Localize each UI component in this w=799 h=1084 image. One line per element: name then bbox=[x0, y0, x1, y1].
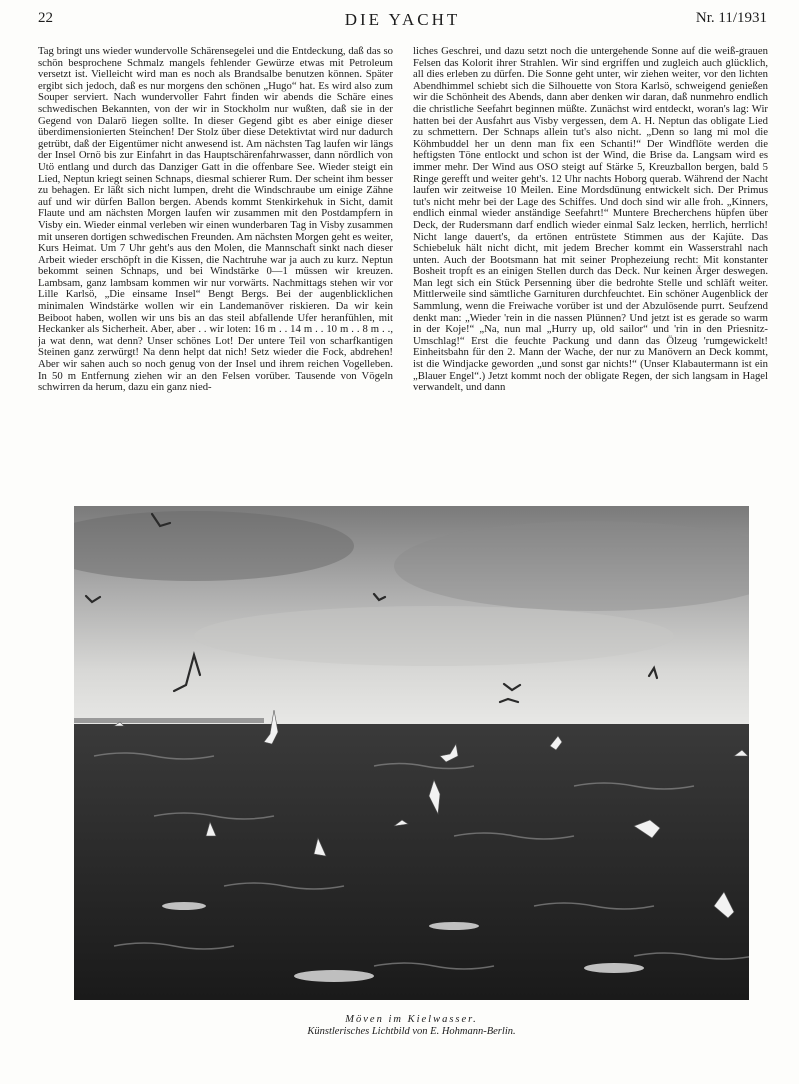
issue-number: Nr. 11/1931 bbox=[695, 10, 767, 26]
page-number: 22 bbox=[38, 10, 53, 26]
right-column: liches Geschrei, und dazu setzt noch die untergehende Sonne auf die weiß-grauen Felsen das Kolorit ihrer Strahlen. Wir sind ergriffen und zugleich auch glücklich, all dies erleben zu dürfen. Die Sonne geht unter, wir ziehen weiter, vor den lichten Abendhimmel schiebt sich die Silhouette von Stora Karlsö, schweigend genießen wir die Schönheit des Abends, dann aber denken wir daran, daß nunmehro endlich die christliche Seefahrt beginnen müßte. Zunächst wird entdeckt, woran's lag: Wir hatten bei der Ausfahrt aus Visby vergessen, dem A. H. Neptun das obligate Lied zu schmettern. Der Schnaps allein tut's also nicht. „Denn so lang mi mol die Köhmbuddel her un denn man fix een Schanti!“ Der Windflöte werden die heftigsten Töne entlockt und schon ist der Wind, die Brise da. Langsam wird es immer mehr. Der Wind aus OSO steigt auf Stärke 5, Kreuzballon bergen, bald 5 Ringe gerefft und weiter geht's. 12 Uhr nachts Hoborg querab. Während der Nacht laufen wir zeitweise 10 Meilen. Eine Mordsdünung entwickelt sich. Der Primus tut's nicht mehr bei der Lage des Schiffes. Und doch sind wir alle froh. „Kinners, endlich einmal wieder anständige Seefahrt!“ Muntere Brecherchens hüpfen über Deck, der Rudersmann darf endlich wieder einmal Salz lecken, herrlich, herrlich! Nicht lange dauert's, da ertönen entrüstete Stimmen aus der Kajüte. Das Schiebeluk hält nicht dicht, mit jedem Brecher kommt ein Wasserstrahl nach unten. Auch der Bootsmann hat mit seiner Prophezeiung recht: Mit konstanter Bosheit tropft es an einigen Stellen durch das Deck. Nur keinen Ärger deswegen. Man legt sich ein Stück Persenning über die bedrohte Stelle und schläft weiter. Mittlerweile sind sämtliche Garnituren durchfeuchtet. Ein schöner Augenblick der Sammlung, wenn die Freiwache vorüber ist und der Abzulösende purrt. Seufzend denkt man: „Wieder 'rein in die nassen Plünnen? Und jetzt ist es gerade so warm in der Koje!“ „Na, nun mal „Hurry up, old sailor“ und 'rin in den Priesnitz-Umschlag!“ Erst die feuchte Packung und dann das Ölzeug 'rumgewickelt! Einheitsbahn für den 2. Mann der Wache, der nur zu Manövern an Deck kommt, ist die Windjacke geworden „und sonst gar nichts!“ (Unser Klabautermann ist ein „Blauer Engel“.) Jetzt kommt noch der obligate Regen, der sich langsam in Hagel verwandelt, und dann bbox=[413, 46, 768, 394]
seagulls-photograph bbox=[74, 506, 749, 1000]
article-body bbox=[38, 46, 768, 493]
left-column: Tag bringt uns wieder wundervolle Schärensegelei und die Entdeckung, daß das so schön besprochene Schmalz mangels fehlender Gewürze etwas mit Petroleum versetzt ist. Vielleicht wird man es noch als Brandsalbe benutzen können. Später ergibt sich jedoch, daß es nur morgens den schönen „Hugo“ hat. Es wird also zum Souper serviert. Nach wundervoller Fahrt finden wir abends die Schäre eines schwedischen Bekannten, von der wir in Stockholm nur wußten, daß sie in der Gegend von Dalarö liegen sollte. In dieser Gegend gibt es aber einige dieser überdimensionierten Steinchen! Der Stolz über diese Detektivtat wird nur dadurch getrübt, daß der Eigentümer nicht anwesend ist. Am nächsten Tag laufen wir längs der Insel Ornö bis zur Einfahrt in das Hauptschärenfahrwasser, dann nördlich von Utö entlang und durch das Danziger Gatt in die offenbare See. Wieder steigt ein Lied, Neptun kriegt seinen Schnaps, diesmal schierer Rum. Der scheint ihm besser zu behagen. Er läßt sich nicht lumpen, dreht die Windschraube um einige Zähne auf und wir dürfen Ballon bergen. Abends kommt Stenkirkehuk in Sicht, damit Flaute und am nächsten Morgen laufen wir zusammen mit den Postdampfern in Visby ein. Wieder einmal verleben wir einen wunderbaren Tag in Visby zusammen mit unseren dortigen schwedischen Freunden. Am nächsten Morgen geht es weiter, Kurs Heimat. Um 7 Uhr geht's aus den Molen, die Mannschaft sinkt nach dieser Arbeit wieder erschöpft in die Kissen, die Nachtruhe war ja auch zu kurz. Neptun bekommt seinen Schnaps, und bei Windstärke 0—1 müssen wir kreuzen. Lambsam, ganz lambsam kommen wir nur vorwärts. Nachmittags stehen wir vor Lille Karlsö, „Die einsame Insel“ Bengt Bergs. Bei der augenblicklichen minimalen Windstärke wollen wir ein Landemanöver riskieren. Da wir kein Beiboot haben, wollen wir uns bis an das steil abfallende Ufer heranfühlen, mit Heckanker als Sicherheit. Aber, aber . . wir loten: 16 m . . 14 m . . 10 m . . 8 m . ., ja wat denn, wat denn? Unser schönes Lot! Der untere Teil von scharfkantigen Steinen ganz zerwürgt! Na denn helpt dat nich! Setz wieder die Fock, abdrehen! Aber wir sahen auch so noch genug von der Insel und ihrem reichen Vogelleben. In 50 m Entfernung ziehen wir an den Felsen vorüber. Tausende von Vögeln schwirren da herum, dazu ein ganz nied- bbox=[38, 46, 393, 394]
figure-caption-credit: Künstlerisches Lichtbild von E. Hohmann-Berlin. bbox=[307, 1026, 516, 1037]
page-header bbox=[38, 10, 767, 32]
distant-coast bbox=[74, 718, 264, 723]
figure-caption-title: Möven im Kielwasser. bbox=[345, 1014, 478, 1025]
journal-title: DIE YACHT bbox=[344, 10, 461, 29]
sea bbox=[74, 724, 749, 1000]
